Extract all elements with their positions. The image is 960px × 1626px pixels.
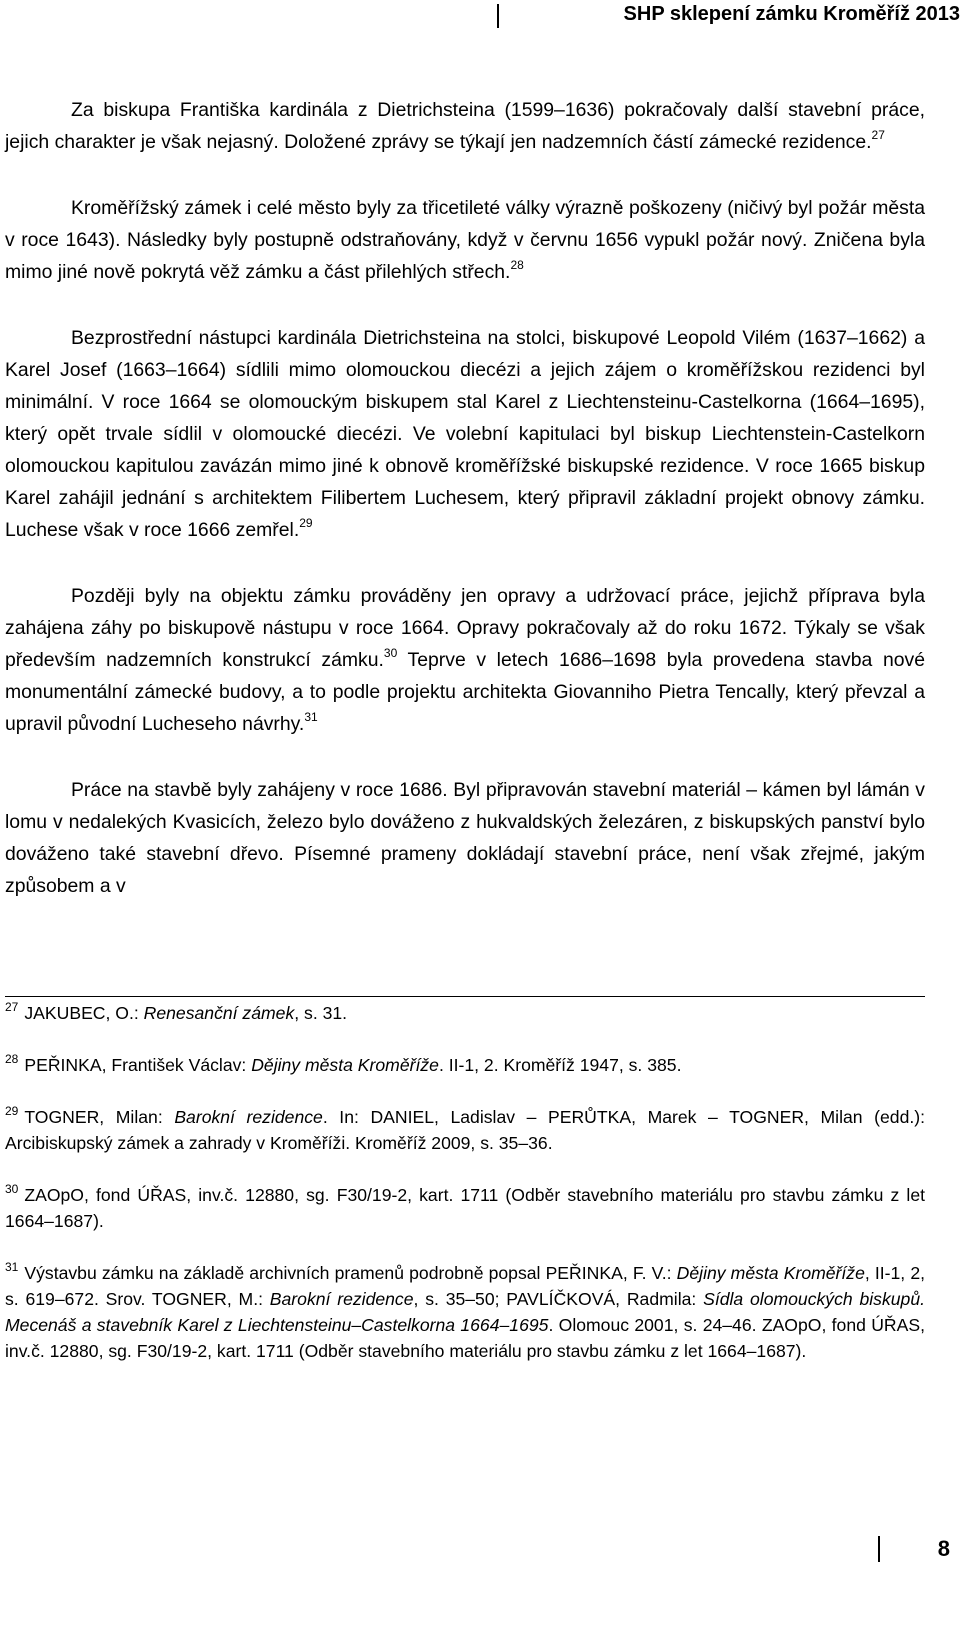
footnote-ref[interactable]: 28 [510, 258, 524, 272]
footnote-text: Výstavbu zámku na základě archivních pramenů podrobně popsal PEŘINKA, F. V.: [24, 1263, 677, 1283]
footnote-text: ZAOpO, fond ÚŘAS, inv.č. 12880, sg. F30/19-2, kart. 1711 (Odběr stavebního materiálu pro stavbu zámku z let 1664–1687). [5, 1185, 925, 1231]
footnote-31 [5, 1260, 925, 1364]
footnote-text: . In: DANIEL, Ladislav – PERŮTKA, Marek – TOGNER, Milan (edd.): Arcibiskupský zámek a zahrady v Kroměříži. Kroměříž 2009, s. 35–36. [5, 1107, 926, 1153]
footnotes [5, 1000, 925, 1390]
footnote-text: , s. 35–50; PAVLÍČKOVÁ, Radmila: [413, 1289, 704, 1309]
footnote-separator [5, 996, 925, 997]
header-title: SHP sklepení zámku Kroměříž 2013 [623, 3, 960, 25]
footnote-number: 29 [5, 1104, 19, 1118]
page-header [0, 0, 960, 40]
footnote-title: Renesanční zámek [143, 1003, 295, 1023]
footnote-29 [5, 1104, 925, 1156]
paragraph-3 [5, 322, 925, 546]
footnote-title: Dějiny města Kroměříže [676, 1263, 865, 1283]
header-divider [497, 4, 499, 28]
footnote-number: 31 [5, 1260, 19, 1274]
footnote-number: 27 [5, 1000, 19, 1014]
footnote-text: JAKUBEC, O.: [24, 1003, 144, 1023]
paragraph-text: Bezprostřední nástupci kardinála Dietrichsteina na stolci, biskupové Leopold Vilém (1637–1662) a Karel Josef (1663–1664) sídlili mimo olomouckou diecézi a jejich zájem o kroměřížskou rezidenci byl minimální. V roce 1664 se olomouckým biskupem stal Karel z Liechtensteinu-Castelkorna (1664–1695), který opět trvale sídlil v olomoucké diecézi. Ve volební kapitulaci byl biskup Liechtenstein-Castelkorn olomouckou kapitulou zavázán mimo jiné k obnově kroměřížské biskupské rezidence. V roce 1665 biskup Karel zahájil jednání s architektem Filibertem Luchesem, který připravil základní projekt obnovy zámku. Luchese však v roce 1666 zemřel. [5, 327, 925, 541]
paragraph-1 [5, 94, 925, 158]
footnote-text: . Olomouc 2001, s. 24–46. ZAOpO, fond ÚŘAS, inv.č. 12880, sg. F30/19-2, kart. 1711 (Odběr stavebního materiálu pro stavbu zámku z let 1664–1687). [5, 1315, 925, 1361]
footnote-title: Dějiny města Kroměříže [251, 1055, 439, 1075]
footnote-ref[interactable]: 29 [299, 516, 313, 530]
footnote-text: PEŘINKA, František Václav: [24, 1055, 252, 1075]
paragraph-text: Za biskupa Františka kardinála z Dietrichsteina (1599–1636) pokračovaly další stavební práce, jejich charakter je však nejasný. Doložené zprávy se týkají jen nadzemních částí zámecké rezidence. [5, 99, 925, 153]
footnote-ref[interactable]: 27 [871, 128, 885, 142]
paragraph-4 [5, 580, 925, 740]
footnote-number: 30 [5, 1182, 19, 1196]
footnote-30 [5, 1182, 925, 1234]
footnote-text: , s. 31. [294, 1003, 348, 1023]
footnote-title: Barokní rezidence [269, 1289, 414, 1309]
paragraph-2 [5, 192, 925, 288]
footnote-ref[interactable]: 30 [383, 646, 398, 660]
footnote-27 [5, 1000, 925, 1026]
footnote-text: . II-1, 2. Kroměříž 1947, s. 385. [438, 1055, 682, 1075]
page-number: 8 [937, 1536, 950, 1561]
footnote-ref[interactable]: 31 [304, 710, 318, 724]
footer-divider [878, 1536, 880, 1562]
footnote-number: 28 [5, 1052, 19, 1066]
footnote-28 [5, 1052, 925, 1078]
footnote-title: Barokní rezidence [174, 1107, 323, 1127]
footnote-text: , II-1, 2, s. 619–672. Srov. TOGNER, M.: [5, 1263, 925, 1309]
main-text [5, 94, 925, 936]
footnote-title: Sídla olomouckých biskupů. Mecenáš a stavebník Karel z Liechtensteinu–Castelkorna 1664–1695 [5, 1289, 926, 1335]
paragraph-text: Později byly na objektu zámku prováděny jen opravy a udržovací práce, jejichž příprava byla zahájena záhy po biskupově nástupu v roce 1664. Opravy pokračovaly až do roku 1672. Týkaly se však především nadzemních konstrukcí zámku. [5, 585, 925, 671]
paragraph-text: Teprve v letech 1686–1698 byla provedena stavba nové monumentální zámecké budovy, a to podle projektu architekta Giovanniho Pietra Tencally, který převzal a upravil původní Lucheseho návrhy. [5, 649, 925, 735]
page-footer [0, 1532, 960, 1582]
paragraph-text: Kroměřížský zámek i celé město byly za třicetileté války výrazně poškozeny (ničivý byl požár města v roce 1643). Následky byly postupně odstraňovány, když v červnu 1656 vypukl požár nový. Zničena byla mimo jiné nově pokrytá věž zámku a část přilehlých střech. [5, 197, 925, 283]
paragraph-text: Práce na stavbě byly zahájeny v roce 1686. Byl připravován stavební materiál – kámen byl lámán v lomu v nedalekých Kvasicích, železo bylo dováženo z hukvaldských železáren, z biskupských panství bylo dováženo také stavební dřevo. Písemné prameny dokládají stavební práce, není však zřejmé, jakým způsobem a v [5, 779, 925, 897]
footnote-text: TOGNER, Milan: [24, 1107, 175, 1127]
paragraph-5 [5, 774, 925, 902]
